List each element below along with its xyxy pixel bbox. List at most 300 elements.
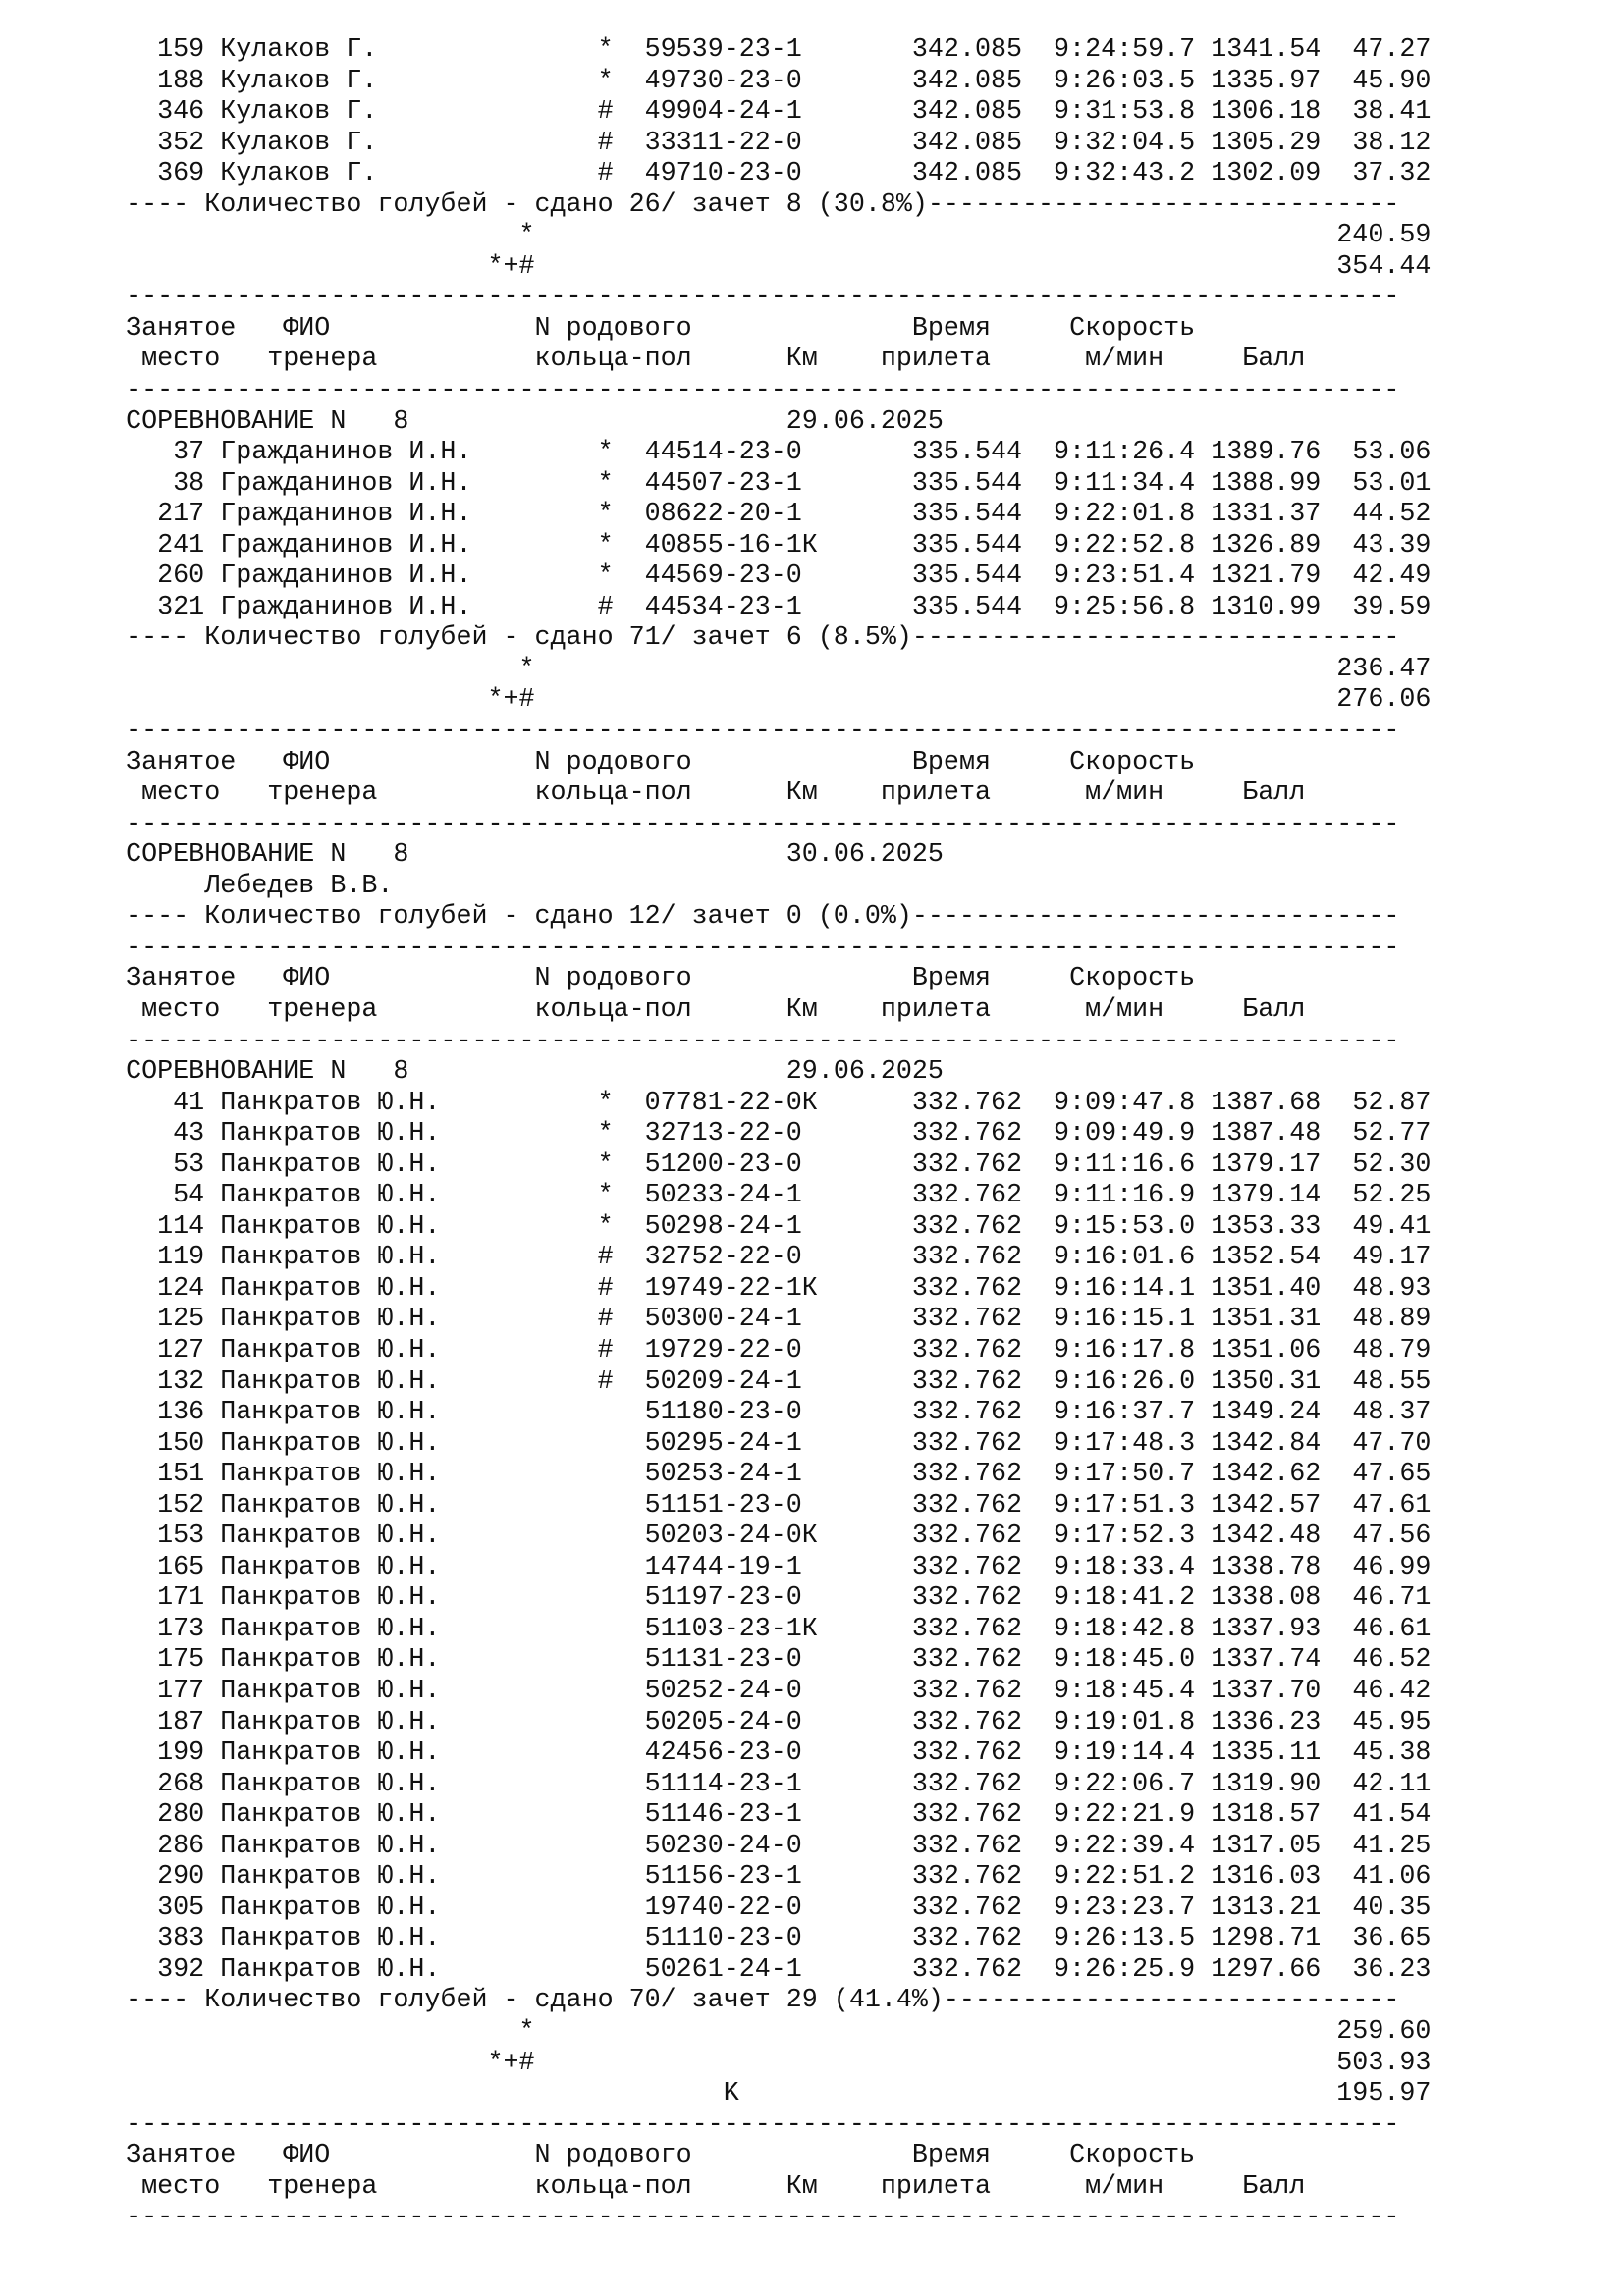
speed: 1353.33 xyxy=(1195,1211,1322,1242)
ring-number: 32713-22-0 xyxy=(644,1119,802,1149)
score: 38.41 xyxy=(1321,97,1432,128)
mark: # xyxy=(597,1366,614,1397)
column-header xyxy=(0,314,1431,346)
total-value: 240.59 xyxy=(1321,221,1432,251)
ring-number: 50300-24-1 xyxy=(644,1305,802,1335)
trainer-name: Панкратов Ю.Н. xyxy=(204,1335,441,1365)
separator-line xyxy=(0,1027,1431,1058)
distance-km: 335.544 xyxy=(880,438,1023,468)
place: 41 xyxy=(126,1088,205,1118)
speed: 1351.31 xyxy=(1195,1305,1322,1335)
competition-title: СОРЕВНОВАНИЕ N 8 xyxy=(126,1057,409,1088)
score: 41.06 xyxy=(1321,1862,1432,1893)
distance-km: 332.762 xyxy=(880,1088,1023,1118)
participant-name: Лебедев В.В. xyxy=(204,871,394,901)
speed: 1342.62 xyxy=(1195,1460,1322,1490)
table-row xyxy=(0,1553,1431,1584)
trainer-name: Панкратов Ю.Н. xyxy=(204,1583,441,1614)
divider: --------------------------------------------------------------------------------- xyxy=(126,809,1400,839)
arrival-time: 9:11:26.4 xyxy=(1038,438,1196,468)
mark: * xyxy=(597,500,614,530)
mark: * xyxy=(597,438,614,468)
competition-date: 29.06.2025 xyxy=(785,1057,944,1088)
table-row xyxy=(0,1119,1431,1150)
distance-km: 332.762 xyxy=(880,1769,1023,1799)
distance-km: 335.544 xyxy=(880,530,1023,561)
ring-number: 51103-23-1К xyxy=(644,1614,818,1644)
divider: --------------------------------------------------------------------------------- xyxy=(126,283,1400,313)
arrival-time: 9:16:37.7 xyxy=(1038,1398,1196,1428)
mark: # xyxy=(597,1305,614,1335)
trainer-name: Кулаков Г. xyxy=(204,66,378,96)
col-km: Км xyxy=(785,2171,818,2202)
mark: # xyxy=(597,1243,614,1273)
score: 48.89 xyxy=(1321,1305,1432,1335)
score: 46.99 xyxy=(1321,1552,1432,1582)
table-row xyxy=(0,1800,1431,1832)
speed: 1298.71 xyxy=(1195,1924,1322,1954)
mark: * xyxy=(597,468,614,499)
distance-km: 332.762 xyxy=(880,1645,1023,1676)
col-place: Занятое xyxy=(126,964,237,994)
score: 44.52 xyxy=(1321,500,1432,530)
col-speed: м/мин xyxy=(1085,2171,1164,2202)
trainer-name: Кулаков Г. xyxy=(204,128,378,158)
score: 38.12 xyxy=(1321,128,1432,158)
speed: 1306.18 xyxy=(1195,97,1322,128)
arrival-time: 9:11:16.6 xyxy=(1038,1149,1196,1180)
ring-number: 51114-23-1 xyxy=(644,1769,802,1799)
ring-number: 59539-23-1 xyxy=(644,35,802,65)
col-fio: ФИО xyxy=(283,964,331,994)
place: 54 xyxy=(126,1181,205,1211)
distance-km: 332.762 xyxy=(880,1273,1023,1304)
place: 171 xyxy=(126,1583,205,1614)
trainer-name: Панкратов Ю.Н. xyxy=(204,1398,441,1428)
mark: * xyxy=(597,1181,614,1211)
total-label: * xyxy=(518,2017,535,2047)
speed: 1338.78 xyxy=(1195,1552,1322,1582)
score: 45.95 xyxy=(1321,1707,1432,1737)
speed: 1388.99 xyxy=(1195,468,1322,499)
col-score: Балл xyxy=(1242,778,1306,809)
separator-line xyxy=(0,2110,1431,2142)
arrival-time: 9:26:13.5 xyxy=(1038,1924,1196,1954)
score: 43.39 xyxy=(1321,530,1432,561)
col-speed: Скорость xyxy=(1069,964,1196,994)
place: 150 xyxy=(126,1428,205,1459)
score: 36.23 xyxy=(1321,1954,1432,1985)
distance-km: 332.762 xyxy=(880,1800,1023,1831)
place: 383 xyxy=(126,1924,205,1954)
distance-km: 332.762 xyxy=(880,1428,1023,1459)
speed: 1321.79 xyxy=(1195,561,1322,592)
ring-number: 08622-20-1 xyxy=(644,500,802,530)
trainer-name: Гражданинов И.Н. xyxy=(204,561,472,592)
table-row xyxy=(0,35,1431,67)
total-value: 503.93 xyxy=(1321,2048,1432,2078)
trainer-name: Панкратов Ю.Н. xyxy=(204,1614,441,1644)
score: 52.87 xyxy=(1321,1088,1432,1118)
table-row xyxy=(0,1677,1431,1708)
speed: 1331.37 xyxy=(1195,500,1322,530)
participant-line xyxy=(0,872,1431,903)
trainer-name: Панкратов Ю.Н. xyxy=(204,1243,441,1273)
arrival-time: 9:22:51.2 xyxy=(1038,1862,1196,1893)
speed: 1326.89 xyxy=(1195,530,1322,561)
place: 38 xyxy=(126,468,205,499)
trainer-name: Гражданинов И.Н. xyxy=(204,592,472,622)
arrival-time: 9:18:41.2 xyxy=(1038,1583,1196,1614)
speed: 1379.14 xyxy=(1195,1181,1322,1211)
score: 47.56 xyxy=(1321,1522,1432,1552)
speed: 1317.05 xyxy=(1195,1831,1322,1861)
distance-km: 332.762 xyxy=(880,1490,1023,1521)
score: 46.71 xyxy=(1321,1583,1432,1614)
score: 52.77 xyxy=(1321,1119,1432,1149)
separator-line xyxy=(0,376,1431,407)
score: 48.79 xyxy=(1321,1335,1432,1365)
mark: * xyxy=(597,35,614,65)
col-place: место xyxy=(141,2171,221,2202)
place: 286 xyxy=(126,1831,205,1861)
trainer-name: Панкратов Ю.Н. xyxy=(204,1800,441,1831)
total-label: *+# xyxy=(487,2048,535,2078)
speed: 1389.76 xyxy=(1195,438,1322,468)
arrival-time: 9:23:51.4 xyxy=(1038,561,1196,592)
speed: 1310.99 xyxy=(1195,592,1322,622)
ring-number: 51131-23-0 xyxy=(644,1645,802,1676)
speed: 1336.23 xyxy=(1195,1707,1322,1737)
col-place: место xyxy=(141,778,221,809)
column-header xyxy=(0,2172,1431,2204)
col-speed: м/мин xyxy=(1085,345,1164,375)
col-score: Балл xyxy=(1242,994,1306,1025)
table-row xyxy=(0,1429,1431,1461)
mark: # xyxy=(597,159,614,189)
mark: # xyxy=(597,1335,614,1365)
distance-km: 332.762 xyxy=(880,1149,1023,1180)
col-ring: кольца-пол xyxy=(534,2171,692,2202)
place: 159 xyxy=(126,35,205,65)
speed: 1341.54 xyxy=(1195,35,1322,65)
divider: --------------------------------------------------------------------------------- xyxy=(126,2109,1400,2140)
arrival-time: 9:25:56.8 xyxy=(1038,592,1196,622)
place: 199 xyxy=(126,1738,205,1769)
speed: 1342.57 xyxy=(1195,1490,1322,1521)
total-value: 276.06 xyxy=(1321,685,1432,716)
arrival-time: 9:09:49.9 xyxy=(1038,1119,1196,1149)
ring-number: 33311-22-0 xyxy=(644,128,802,158)
ring-number: 32752-22-0 xyxy=(644,1243,802,1273)
distance-km: 335.544 xyxy=(880,500,1023,530)
total-value: 195.97 xyxy=(1321,2079,1432,2109)
total-line xyxy=(0,655,1431,686)
col-time: Время xyxy=(911,747,991,777)
place: 152 xyxy=(126,1490,205,1521)
divider: ------------------------------ xyxy=(927,189,1400,220)
col-fio: ФИО xyxy=(283,2141,331,2171)
results-printout xyxy=(0,35,1431,2234)
trainer-name: Гражданинов И.Н. xyxy=(204,468,472,499)
col-km: Км xyxy=(785,778,818,809)
table-row xyxy=(0,1615,1431,1646)
competition-line xyxy=(0,407,1431,439)
score: 52.30 xyxy=(1321,1149,1432,1180)
col-ring: N родового xyxy=(534,313,692,344)
col-time: прилета xyxy=(880,994,991,1025)
col-place: Занятое xyxy=(126,2141,237,2171)
distance-km: 342.085 xyxy=(880,66,1023,96)
total-line xyxy=(0,685,1431,717)
trainer-name: Панкратов Ю.Н. xyxy=(204,1893,441,1923)
col-score: Балл xyxy=(1242,2171,1306,2202)
table-row xyxy=(0,159,1431,190)
place: 290 xyxy=(126,1862,205,1893)
ring-number: 14744-19-1 xyxy=(644,1552,802,1582)
competition-line xyxy=(0,1057,1431,1089)
speed: 1337.70 xyxy=(1195,1676,1322,1706)
separator-line xyxy=(0,2203,1431,2234)
ring-number: 51156-23-1 xyxy=(644,1862,802,1893)
ring-number: 50203-24-0К xyxy=(644,1522,818,1552)
trainer-name: Кулаков Г. xyxy=(204,97,378,128)
summary-text: ---- Количество голубей - сдано 26/ зачет 8 (30.8%) xyxy=(126,189,928,220)
trainer-name: Панкратов Ю.Н. xyxy=(204,1924,441,1954)
competition-title: СОРЕВНОВАНИЕ N 8 xyxy=(126,406,409,437)
ring-number: 19749-22-1К xyxy=(644,1273,818,1304)
distance-km: 335.544 xyxy=(880,468,1023,499)
speed: 1351.40 xyxy=(1195,1273,1322,1304)
mark: * xyxy=(597,1088,614,1118)
col-fio: ФИО xyxy=(283,313,331,344)
col-speed: Скорость xyxy=(1069,747,1196,777)
col-ring: кольца-пол xyxy=(534,345,692,375)
ring-number: 50205-24-0 xyxy=(644,1707,802,1737)
score: 46.52 xyxy=(1321,1645,1432,1676)
divider: --------------------------------------------------------------------------------- xyxy=(126,376,1400,406)
col-score: Балл xyxy=(1242,345,1306,375)
score: 48.93 xyxy=(1321,1273,1432,1304)
separator-line xyxy=(0,283,1431,314)
mark: * xyxy=(597,1149,614,1180)
place: 241 xyxy=(126,530,205,561)
trainer-name: Панкратов Ю.Н. xyxy=(204,1211,441,1242)
ring-number: 51110-23-0 xyxy=(644,1924,802,1954)
table-row xyxy=(0,1274,1431,1306)
place: 165 xyxy=(126,1552,205,1582)
score: 47.65 xyxy=(1321,1460,1432,1490)
trainer-name: Панкратов Ю.Н. xyxy=(204,1954,441,1985)
place: 392 xyxy=(126,1954,205,1985)
table-row xyxy=(0,1398,1431,1429)
table-row xyxy=(0,1955,1431,1987)
place: 124 xyxy=(126,1273,205,1304)
total-line xyxy=(0,2017,1431,2049)
total-label: * xyxy=(518,221,535,251)
competition-line xyxy=(0,840,1431,872)
ring-number: 42456-23-0 xyxy=(644,1738,802,1769)
arrival-time: 9:22:21.9 xyxy=(1038,1800,1196,1831)
table-row xyxy=(0,1894,1431,1925)
score: 36.65 xyxy=(1321,1924,1432,1954)
divider: ----------------------------- xyxy=(943,1986,1400,2016)
arrival-time: 9:15:53.0 xyxy=(1038,1211,1196,1242)
mark: # xyxy=(597,1273,614,1304)
table-row xyxy=(0,1243,1431,1274)
col-fio: тренера xyxy=(267,778,378,809)
total-line xyxy=(0,252,1431,284)
mark: * xyxy=(597,1211,614,1242)
col-ring: N родового xyxy=(534,2141,692,2171)
table-row xyxy=(0,469,1431,501)
distance-km: 332.762 xyxy=(880,1366,1023,1397)
distance-km: 335.544 xyxy=(880,592,1023,622)
arrival-time: 9:22:01.8 xyxy=(1038,500,1196,530)
speed: 1387.68 xyxy=(1195,1088,1322,1118)
distance-km: 332.762 xyxy=(880,1583,1023,1614)
table-row xyxy=(0,1305,1431,1336)
place: 173 xyxy=(126,1614,205,1644)
place: 260 xyxy=(126,561,205,592)
column-header xyxy=(0,778,1431,810)
distance-km: 332.762 xyxy=(880,1676,1023,1706)
mark: # xyxy=(597,592,614,622)
divider: --------------------------------------------------------------------------------- xyxy=(126,717,1400,747)
trainer-name: Гражданинов И.Н. xyxy=(204,500,472,530)
speed: 1342.84 xyxy=(1195,1428,1322,1459)
summary-line xyxy=(0,902,1431,934)
mark: # xyxy=(597,128,614,158)
table-row xyxy=(0,1367,1431,1399)
table-row xyxy=(0,1645,1431,1677)
ring-number: 51200-23-0 xyxy=(644,1149,802,1180)
arrival-time: 9:22:39.4 xyxy=(1038,1831,1196,1861)
place: 127 xyxy=(126,1335,205,1365)
distance-km: 332.762 xyxy=(880,1243,1023,1273)
speed: 1387.48 xyxy=(1195,1119,1322,1149)
total-value: 236.47 xyxy=(1321,654,1432,684)
col-fio: тренера xyxy=(267,2171,378,2202)
place: 175 xyxy=(126,1645,205,1676)
trainer-name: Панкратов Ю.Н. xyxy=(204,1460,441,1490)
place: 136 xyxy=(126,1398,205,1428)
total-label: *+# xyxy=(487,251,535,282)
ring-number: 50209-24-1 xyxy=(644,1366,802,1397)
speed: 1338.08 xyxy=(1195,1583,1322,1614)
arrival-time: 9:18:45.4 xyxy=(1038,1676,1196,1706)
ring-number: 19740-22-0 xyxy=(644,1893,802,1923)
col-time: Время xyxy=(911,964,991,994)
ring-number: 07781-22-0К xyxy=(644,1088,818,1118)
arrival-time: 9:24:59.7 xyxy=(1038,35,1196,65)
distance-km: 332.762 xyxy=(880,1831,1023,1861)
distance-km: 332.762 xyxy=(880,1893,1023,1923)
trainer-name: Панкратов Ю.Н. xyxy=(204,1273,441,1304)
speed: 1302.09 xyxy=(1195,159,1322,189)
table-row xyxy=(0,500,1431,531)
distance-km: 332.762 xyxy=(880,1614,1023,1644)
place: 346 xyxy=(126,97,205,128)
trainer-name: Панкратов Ю.Н. xyxy=(204,1831,441,1861)
divider: ------------------------------- xyxy=(911,623,1400,654)
mark: * xyxy=(597,561,614,592)
table-row xyxy=(0,1862,1431,1894)
arrival-time: 9:18:42.8 xyxy=(1038,1614,1196,1644)
table-row xyxy=(0,1460,1431,1491)
table-row xyxy=(0,1491,1431,1522)
arrival-time: 9:16:14.1 xyxy=(1038,1273,1196,1304)
table-row xyxy=(0,129,1431,160)
table-row xyxy=(0,438,1431,469)
table-row xyxy=(0,1089,1431,1120)
ring-number: 44569-23-0 xyxy=(644,561,802,592)
place: 369 xyxy=(126,159,205,189)
ring-number: 50253-24-1 xyxy=(644,1460,802,1490)
competition-date: 29.06.2025 xyxy=(785,406,944,437)
ring-number: 50295-24-1 xyxy=(644,1428,802,1459)
column-header xyxy=(0,2141,1431,2172)
table-row xyxy=(0,1708,1431,1739)
distance-km: 332.762 xyxy=(880,1552,1023,1582)
col-time: Время xyxy=(911,313,991,344)
distance-km: 332.762 xyxy=(880,1707,1023,1737)
arrival-time: 9:32:04.5 xyxy=(1038,128,1196,158)
ring-number: 49710-23-0 xyxy=(644,159,802,189)
arrival-time: 9:31:53.8 xyxy=(1038,97,1196,128)
col-place: место xyxy=(141,994,221,1025)
ring-number: 51146-23-1 xyxy=(644,1800,802,1831)
place: 352 xyxy=(126,128,205,158)
speed: 1349.24 xyxy=(1195,1398,1322,1428)
col-time: прилета xyxy=(880,2171,991,2202)
ring-number: 44534-23-1 xyxy=(644,592,802,622)
total-line xyxy=(0,2049,1431,2080)
distance-km: 332.762 xyxy=(880,1862,1023,1893)
speed: 1319.90 xyxy=(1195,1769,1322,1799)
distance-km: 342.085 xyxy=(880,128,1023,158)
table-row xyxy=(0,67,1431,98)
place: 43 xyxy=(126,1119,205,1149)
summary-line xyxy=(0,1986,1431,2017)
arrival-time: 9:17:50.7 xyxy=(1038,1460,1196,1490)
speed: 1335.11 xyxy=(1195,1738,1322,1769)
distance-km: 332.762 xyxy=(880,1924,1023,1954)
divider: --------------------------------------------------------------------------------- xyxy=(126,933,1400,963)
distance-km: 332.762 xyxy=(880,1335,1023,1365)
score: 41.25 xyxy=(1321,1831,1432,1861)
score: 52.25 xyxy=(1321,1181,1432,1211)
mark: * xyxy=(597,1119,614,1149)
distance-km: 332.762 xyxy=(880,1738,1023,1769)
place: 187 xyxy=(126,1707,205,1737)
distance-km: 342.085 xyxy=(880,35,1023,65)
summary-text: ---- Количество голубей - сдано 70/ зачет 29 (41.4%) xyxy=(126,1986,944,2016)
col-speed: Скорость xyxy=(1069,2141,1196,2171)
speed: 1337.93 xyxy=(1195,1614,1322,1644)
score: 41.54 xyxy=(1321,1800,1432,1831)
trainer-name: Кулаков Г. xyxy=(204,35,378,65)
place: 132 xyxy=(126,1366,205,1397)
col-km: Км xyxy=(785,994,818,1025)
ring-number: 44514-23-0 xyxy=(644,438,802,468)
separator-line xyxy=(0,717,1431,748)
col-speed: Скорость xyxy=(1069,313,1196,344)
total-value: 259.60 xyxy=(1321,2017,1432,2047)
arrival-time: 9:16:26.0 xyxy=(1038,1366,1196,1397)
speed: 1352.54 xyxy=(1195,1243,1322,1273)
col-ring: N родового xyxy=(534,747,692,777)
